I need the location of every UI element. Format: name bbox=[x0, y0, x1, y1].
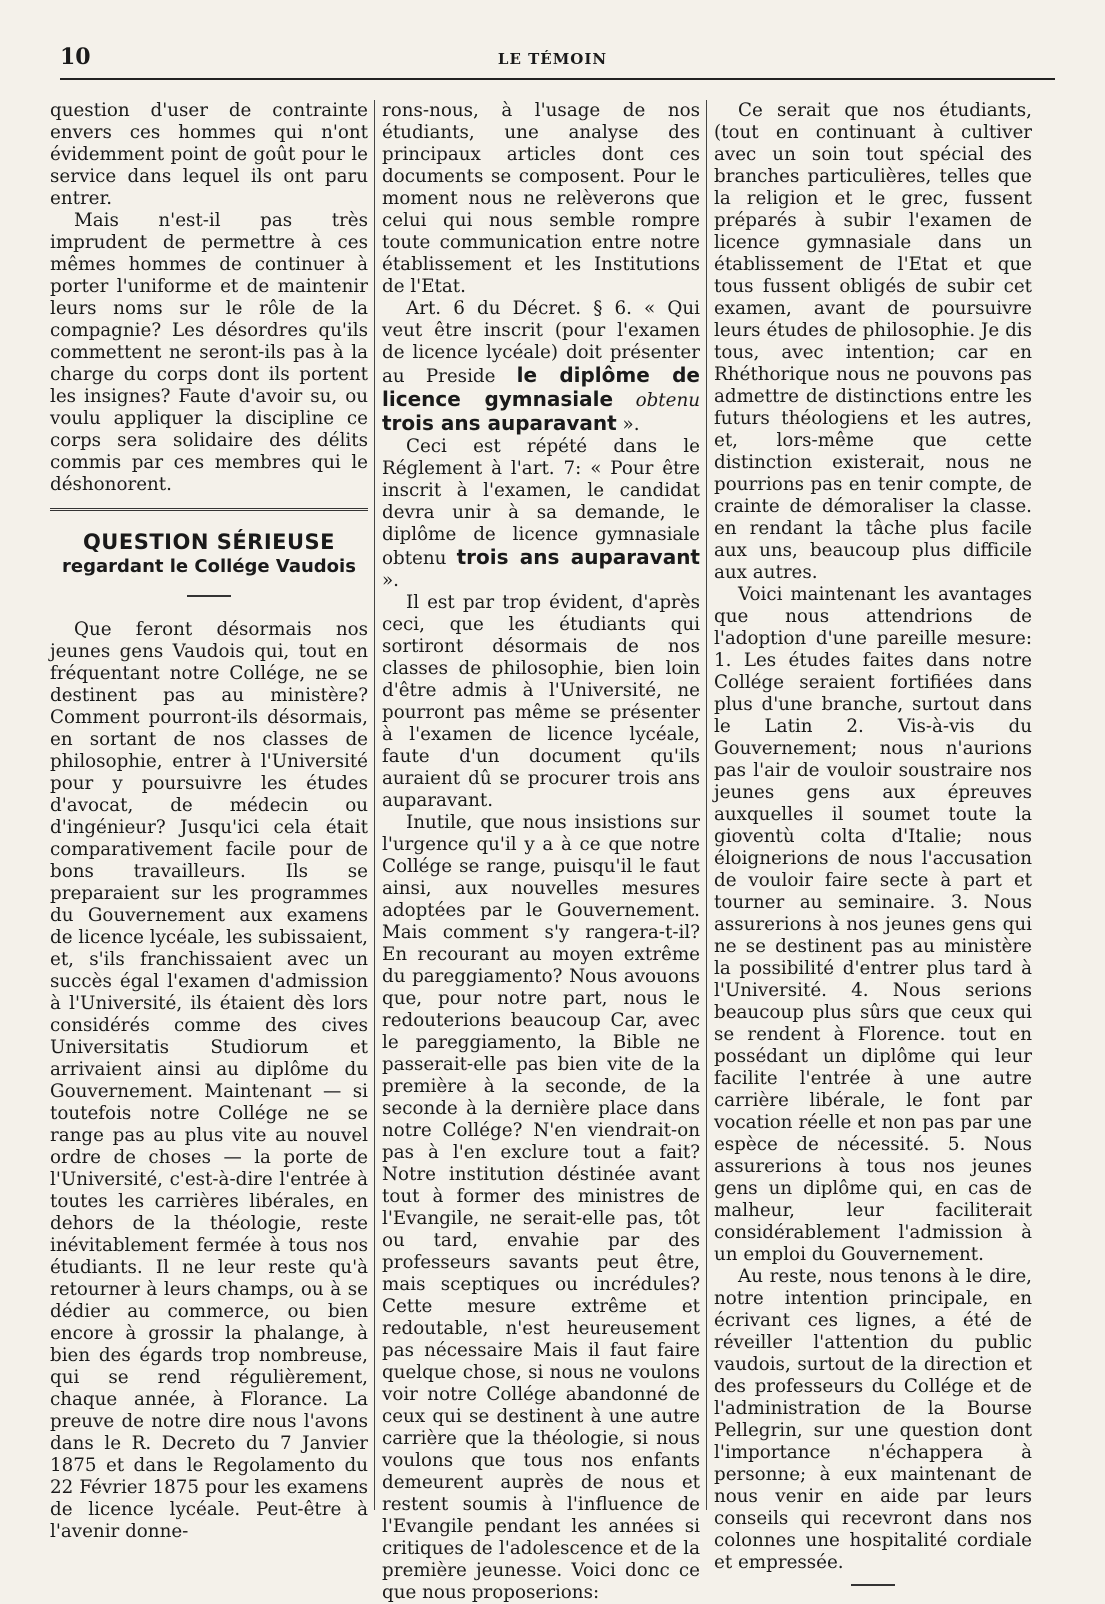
quote-close: ». bbox=[382, 570, 399, 591]
running-title: LE TÉMOIN bbox=[497, 50, 608, 68]
paragraph: Ce serait que nos étudiants, (tout en continuant à cultiver avec un soin tout spécial des branches particulières, telles que la religion et le grec, fussent préparés à subir l'examen de licence gymnasiale dans un établissement de l'Etat et que tous fussent obligés de subir cet examen, avant de poursuivre leurs études de philosophie. Je dis tous, avec intention; car en Rhéthorique nous ne pouvons pas admettre de distinctions entre les futurs théologiens et les autres, et, lors-même que cette distinction existerait, nous ne pourrions pas en tenir compte, de crainte de démoraliser la classe. en rendant la tâche plus facile aux uns, beaucoup plus difficile aux autres. bbox=[714, 100, 1032, 583]
paragraph: Au reste, nous tenons à le dire, notre intention principale, en écrivant ces lignes, a été de réveiller l'attention du public vaudois, surtout de la direction et des professeurs du Collége et de l'administration de la Bourse Pellegrin, sur une question dont l'importance n'échappera à personne; à eux maintenant de nous venir en aide par leurs conseils qui recevront dans nos colonnes une hospitalité cordiale et empressée. bbox=[714, 1266, 1032, 1573]
quote-close: ». bbox=[622, 414, 640, 435]
paragraph: Il est par trop évident, d'après ceci, que les étudiants qui sortiront désormais de nos classes de philosophie, bien loin d'être admis à l'Université, ne pourront pas même se présenter à l'examen de licence lycéale, faute d'un document qu'ils auraient dû se procurer trois ans auparavant. bbox=[382, 592, 700, 811]
section-title: QUESTION SÉRIEUSE bbox=[82, 530, 336, 554]
column-3 bbox=[714, 100, 1032, 1586]
quote-text: Ceci est répété dans le Réglement à l'art. 7: « Pour être inscrit à l'examen, le candidat devra unir à sa demande, le diplôme de licence gymnasiale obtenu bbox=[382, 436, 700, 569]
quote-italic: obtenu bbox=[635, 390, 700, 411]
end-rule bbox=[851, 1584, 895, 1586]
paragraph: Inutile, que nous insistions sur l'urgence qu'il y a à ce que notre Collége se range, puisqu'il le faut ainsi, aux nouvelles mesures adoptées par le Gouvernement. Mais comment s'y rangera-t-il? En recourant au moyen extrême du pareggiamento? Nous avouons que, pour notre part, nous le redouterions beaucoup Car, avec le pareggiamento, la Bible ne passerait-elle pas bien vite de la première à la seconde, de la seconde à la dernière place dans notre Collége? N'en viendrait-on pas à l'en exclure tout a fait? Notre institution déstinée avant tout à former des ministres de l'Evangile, ne serait-elle pas, tôt ou tard, envahie par des professeurs savants peut être, mais sceptiques ou incrédules? Cette mesure extrême et redoutable, n'est heureusement pas nécessaire Mais il faut faire quelque chose, si nous ne voulons voir notre Collége abandonné de ceux qui se destinent à une autre carrière que la théologie, si nous voulons que tous nos enfants demeurent auprès de nous et restent soumis à l'influence de l'Evangile pendant les années si critiques de l'adolescence et de la première jeunesse. Voici donc ce que nous proposerions: bbox=[382, 812, 700, 1603]
column-1 bbox=[50, 100, 368, 1543]
quote-text: Art. 6 du Décret. § 6. « Qui veut être inscrit (pour l'examen de licence lycéale) doit présenter au Preside bbox=[382, 298, 700, 387]
paragraph: Mais n'est-il pas très imprudent de permettre à ces mêmes hommes de continuer à porter l'uniforme et de maintenir leurs noms sur le rôle de la compagnie? Les désordres qu'ils commettent ne seront-ils pas à la charge du corps dont ils portent les insignes? Faute d'avoir su, ou voulu appliquer la discipline ce corps sera solidaire des délits commis par ces membres qui le déshonorent. bbox=[50, 210, 368, 495]
section-subtitle: regardant le Collége Vaudois bbox=[62, 556, 356, 577]
paragraph: Voici maintenant les avantages que nous attendrions de l'adoption d'une pareille mesure: 1. Les études faites dans notre Collége seraient fortifiées dans plus d'une branche, surtout dans le Latin 2. Vis-à-vis du Gouvernement; nous n'aurions pas l'air de vouloir soustraire nos jeunes gens aux épreuves auxquelles il soumet toute la gioventù colta d'Italie; nous éloignerions de nous l'accusation de vouloir faire secte à part et tourner au seminaire. 3. Nous assurerions à nos jeunes gens qui ne se destinent pas au ministère la possibilité d'entrer plus tard à l'Université. 4. Nous serions beaucoup plus sûrs que ceux qui se rendent à Florence. tout en possédant un diplôme qui leur facilite l'entrée à une autre carrière libérale, le font par vocation réelle et non pas par une espèce de nécessité. 5. Nous assurerions à tous nos jeunes gens un diplôme qui, en cas de malheur, leur faciliterait considérablement l'admission à un emploi du Gouvernement. bbox=[714, 584, 1032, 1265]
column-divider bbox=[706, 100, 707, 1510]
quote-paragraph bbox=[382, 298, 700, 436]
page-number: 10 bbox=[60, 44, 91, 70]
paragraph: question d'user de contrainte envers ces hommes qui n'ont évidemment point de goût pour le service dans lequel ils ont paru entrer. bbox=[50, 100, 368, 209]
header-rule bbox=[60, 78, 1055, 80]
quote-paragraph bbox=[382, 436, 700, 592]
section-rule bbox=[50, 508, 368, 511]
quote-emphasis: trois ans auparavant bbox=[456, 545, 700, 569]
paragraph: Que feront désormais nos jeunes gens Vaudois qui, tout en fréquentant notre Collége, ne se destinent pas au ministère? Comment pourront-ils désormais, en sortant de nos classes de philosophie, entrer à l'Université pour y poursuivre les études d'avocat, de médecin ou d'ingénieur? Jusqu'ici cela était comparativement facile pour de bons travailleurs. Ils se preparaient sur les programmes du Gouvernement aux examens de licence lycéale, les subissaient, et, s'ils franchissaient avec un succès égal l'examen d'admission à l'Université, ils étaient dès lors considérés comme des cives Universitatis Studiorum et arrivaient ainsi au diplôme du Gouvernement. Maintenant — si toutefois notre Collége ne se range pas au plus vite au nouvel ordre de choses — la porte de l'Université, c'est-à-dire l'entrée à toutes les carrières libérales, en dehors de la théologie, reste inévitablement fermée à tous nos étudiants. Il ne leur reste qu'à retourner à leurs champs, ou à se dédier au commerce, ou bien encore à grossir la phalange, à bien des égards trop nombreuse, qui se rend régulièrement, chaque année, à Florance. La preuve de notre dire nous l'avons dans le R. Decreto du 7 Janvier 1875 et dans le Regolamento du 22 Février 1875 pour les examens de licence lycéale. Peut-être à l'avenir donne- bbox=[50, 619, 368, 1542]
quote-emphasis: trois ans auparavant bbox=[382, 411, 617, 435]
title-rule bbox=[187, 595, 231, 597]
paragraph: rons-nous, à l'usage de nos étudiants, une analyse des principaux articles dont ces documents se composent. Pour le moment nous ne relèverons que celui qui nous semble rompre toute communication entre notre établissement et les Institutions de l'Etat. bbox=[382, 100, 700, 297]
column-2 bbox=[382, 100, 700, 1604]
column-divider bbox=[374, 100, 375, 1510]
quote-emphasis: le diplôme de licence gymnasiale bbox=[382, 363, 700, 411]
